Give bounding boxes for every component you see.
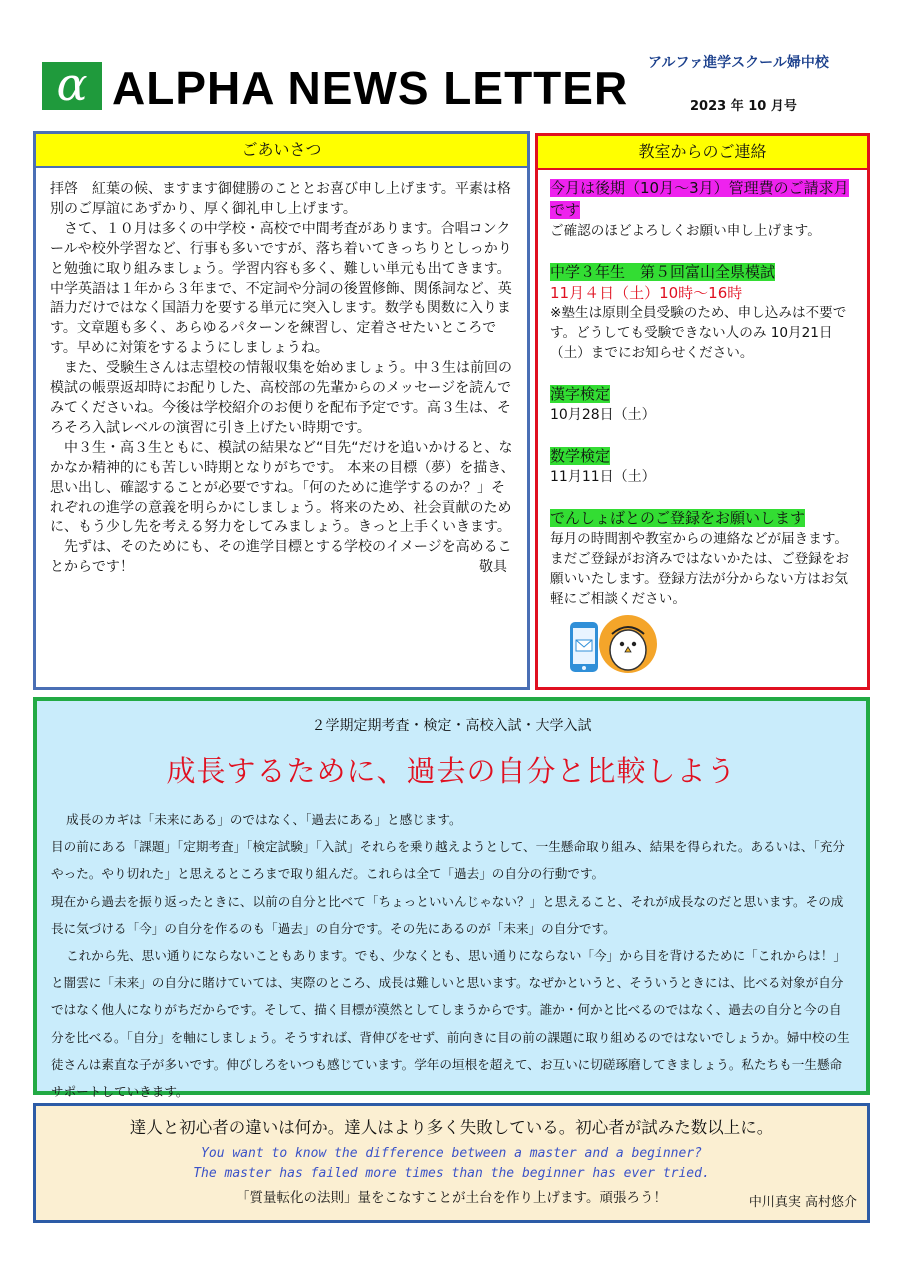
article-subtitle: ２学期定期考査・検定・高校入試・大学入試 [311, 718, 592, 734]
pigeon-mascot-icon [598, 614, 658, 674]
article-paragraph: 成長のカギは「未来にある」のではなく、「過去にある」と感じます。 [66, 812, 462, 827]
greeting-paragraph: また、受験生さんは志望校の情報収集を始めましょう。中３生は前回の模試の帳票返却時にお配りした、高校部の先輩からのメッセージを読んでみてくださいね。今後は学校紹介のお便りを配布予定です。高３生は、そろそろ入試レベルの演習に引き上げたい時期です。 [50, 360, 512, 436]
notice-body [538, 170, 867, 609]
greeting-heading: ごあいさつ [36, 134, 527, 168]
notice-box [535, 133, 870, 690]
quote-english-line: You want to know the difference between a master and a beginner? [201, 1146, 702, 1161]
greeting-box [33, 131, 530, 690]
notice-item-title: 漢字検定 [550, 385, 611, 403]
notice-item-body: 11月11日（土） [550, 469, 656, 485]
notice-item-title: 今月は後期（10月～3月）管理費のご請求月です [550, 179, 849, 219]
article-title: 成長するために、過去の自分と比較しよう [166, 754, 737, 788]
notice-heading: 教室からのご連絡 [538, 136, 867, 170]
greeting-paragraph: さて、１０月は多くの中学校・高校で中間考査があります。合唱コンクールや校外学習など、行事も多いですが、落ち着いてきっちりとしっかりと勉強に取り組みましょう。学習内容も多く、難しい単元も出てきます。中学英語は１年から３年まで、不定詞や分詞の後置修飾、関係詞など、英語力だけではなく国語力を要する単元に突入します。数学も関数に入ります。文章題も多く、あらゆるパターンを練習し、定着させたいところです。早めに対策をするようにしましょうね。 [50, 220, 512, 357]
notice-item-body: 毎月の時間割や教室からの連絡などが届きます。まだご登録がお済みではないかたは、ご登録をお願いいたします。登録方法が分からない方はお気軽にご相談ください。 [550, 531, 850, 607]
greeting-paragraph: 中３生・高３生ともに、模試の結果など“目先“だけを追いかけると、なかなか精神的にも苦しい時期となりがちです。 本来の目標（夢）を描き、思い出し、確認することが必要ですね。「何のために進学するのか？」それぞれの進学の意義を明らかにしましょう。将来のため、社会貢献のために、もう少し先を考える努力をしてみましょう。きっと上手くいきます。 [50, 439, 515, 536]
article-body [37, 806, 866, 1105]
quote-japanese-line: 「質量転化の法則」量をこなすことが土台を作り上げます。頑張ろう！ [236, 1190, 667, 1206]
notice-item-title: 数学検定 [550, 447, 611, 465]
issue-date: 2023 年 10 月号 [690, 99, 797, 114]
main-article [33, 697, 870, 1100]
article-paragraph: 現在から過去を振り返ったときに、以前の自分と比べて「ちょっといいんじゃない？」と思えること、それが成長なのだと思います。その成長に気づける「今」の自分を作るのも「過去」の自分です。その先にあるのが「未来」の自分です。 [51, 893, 844, 936]
newsletter-title: ALPHA NEWS LETTER [112, 62, 629, 114]
school-name: アルファ進学スクール婦中校 [648, 55, 829, 71]
smartphone-mail-icon [568, 621, 600, 673]
notice-item-datetime: 11月４日（土）10時～16時 [550, 284, 743, 302]
greeting-paragraph [50, 538, 517, 578]
quote-box [33, 1103, 870, 1223]
greeting-paragraph: 拝啓 紅葉の候、ますます御健勝のこととお喜び申し上げます。平素は格別のご厚誼にあずかり、厚く御礼申し上げます。 [50, 181, 511, 217]
notice-item-body: ※塾生は原則全員受験のため、申し込みは不要です。どうしても受験できない人のみ 10月21日（土）までにお知らせください。 [550, 305, 847, 361]
article-paragraph: 目の前にある「課題」「定期考査」「検定試験」「入試」それらを乗り越えようとして、一生懸命取り組み、結果を得られた。あるいは、「充分やった。やり切れた」と思えるところまで取り組んだ。これらは全て「過去」の自分の行動です。 [51, 839, 845, 882]
greeting-closing: 敬具 [479, 559, 507, 576]
greeting-body [36, 168, 527, 578]
alpha-logo [42, 57, 102, 111]
notice-item-body: 10月28日（土） [550, 407, 656, 423]
quote-main: 達人と初心者の違いは何か。達人はより多く失敗している。初心者が試みた数以上に。 [129, 1118, 774, 1137]
article-paragraph: これから先、思い通りにならないこともあります。でも、少なくとも、思い通りにならない「今」から目を背けるために「これからは！」と闇雲に「未来」の自分に賭けていては、実際のところ、成長は難しいと思います。なぜかというと、そういうときには、比べる対象が自分ではなく他人になりがちだからです。そして、描く目標が漠然としてしまうからです。誰か・何かと比べるのではなく、過去の自分と今の自分を比べる。「自分」を軸にしましょう。そうすれば、背伸びをせず、前向きに目の前の課題に取り組めるのではないでしょうか。婦中校の生徒さんは素直な子が多いです。伸びしろをいつも感じています。学年の垣根を超えて、お互いに切磋琢磨してきましょう。私たちも一生懸命サポートしていきます。 [51, 948, 850, 1100]
notice-item-title: 中学３年生 第５回富山全県模試 [550, 263, 776, 281]
notice-item-body: ご確認のほどよろしくお願い申し上げます。 [550, 223, 821, 239]
logo-letter: α [56, 57, 88, 111]
quote-authors: 中川真実 高村悠介 [748, 1195, 857, 1210]
notice-item-title: でんしょばとのご登録をお願いします [550, 509, 806, 527]
quote-english-line: The master has failed more times than the beginner has ever tried. [193, 1166, 710, 1181]
greeting-last-line: 先ずは、そのためにも、その進学目標とする学校のイメージを高めることからです！ [50, 539, 512, 576]
